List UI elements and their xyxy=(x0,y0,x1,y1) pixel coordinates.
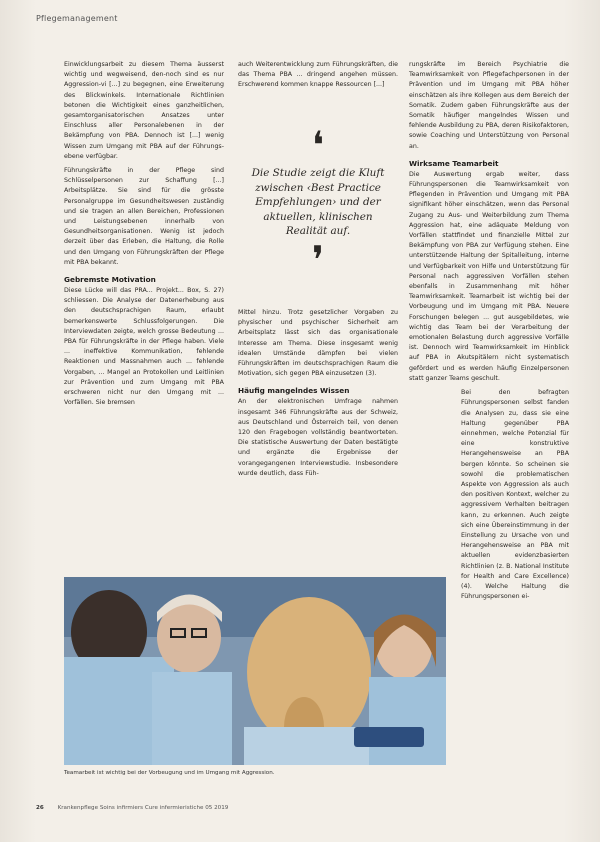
nurses-team-illustration xyxy=(64,577,446,765)
body-paragraph: Führungskräfte in der Pflege sind Schlüsselpersonen zur Schaffung [...] Arbeitsplätze. Sie sind für die grösste Personalgruppe im Gesundheitswesen zuständig und sie tragen an allen Bereichen, Professionen und Leistungsebenen innerhalb von Gesundheitsorganisationen. Wenig ist jedoch derzeit über das Erleben, die Haltung, die Rolle und den Umgang von Führungskräften der Pflege mit PBA bekannt. xyxy=(64,167,224,266)
section-heading: Wirksame Teamarbeit xyxy=(409,158,499,168)
section-heading: Gebremste Motivation xyxy=(64,275,156,285)
team-photo xyxy=(64,577,446,765)
body-paragraph: Diese Lücke will das PRA... Projekt... Box, S. 27) schliessen. Die Analyse der Datenerhebung aus den deutschsprachigen Raum, erlaubt bemerkenswerte Schlussfolgerungen. Die Interviewdaten zeigte, welch grosse Bedeutung ... PBA für Führungskräfte in der Pflege haben. Viele ... ineffektive Kommunikation, fehlende Reaktionen und Massnahmen auch ... fehlende Vorgaben, ... Mangel an Protokollen und Leitlinien zur Prävention und zum Umgang mit PBA erschweren nicht nur den Umgang mit ... Vorfällen. Sie bremsen xyxy=(64,287,224,407)
page-number: 26 xyxy=(36,805,44,811)
text-column-3 xyxy=(409,60,569,606)
section-heading: Häufig mangelndes Wissen xyxy=(238,386,350,396)
publication-line: Krankenpflege Soins infirmiers Cure infermieristiche 05 2019 xyxy=(57,805,229,811)
body-paragraph: rungskräfte im Bereich Psychiatrie die Teamwirksamkeit von Pflegefachpersonen in der Prävention und im Umgang mit PBA höher einschätzen als ihre Kollegen aus dem Bereich der Somatik. Zudem gaben Führungskräfte aus der Somatik häufiger mangelndes Wissen und fehlende Ausbildung zu PBA, deren Risikofaktoren, sowie Coaching und Unterstützung von Personal an. xyxy=(409,61,569,150)
text-column-2-top xyxy=(238,60,398,95)
body-paragraph: Die Auswertung ergab weiter, dass Führungspersonen die Teamwirksamkeit von Pflegenden in Prävention und Umgang mit PBA signifikant höher einschätzen, wenn das Personal Zugang zu Aus- und Weiterbildung zum Thema Aggression hat, eine adäquate Meldung von Vorfällen stattfindet und finanzielle Mittel zur Bekämpfung von PBA zur Verfügung stehen. Eine unterstützende Haltung der Spitalleitung, interne und Verfügbarkeit von Hilfe und Unterstützung für Personal nach aggressiven Vorfällen stehen ebenfalls in Zusammenhang mit höher Teamwirksamkeit. Teamarbeit ist wichtig bei der Vorbeugung und im Umgang mit PBA. Neuere Forschungen belegen ... gut ausgebildetes, wie wichtig das Team bei der Verarbeitung der emotionalen Belastung durch aggressive Vorfälle ist. Dennoch wird Teamwirksamkeit im Hinblick auf PBA in Akutspitälern nicht systematisch gefördert und es werden häufig Einzelpersonen statt ganzer Teams geschult. xyxy=(409,170,569,382)
body-paragraph: Mittel hinzu. Trotz gesetzlicher Vorgaben zu physischer und psychischer Sicherheit am Arbeitsplatz lässt sich das organisationale Interesse am Thema. Diese insgesamt wenig idealen Umstände dämpfen bei vielen Führungskräften im deutschsprachigen Raum die Motivation, sich gegen PBA einzusetzen (3). xyxy=(238,309,398,378)
pull-quote-text: Die Studie zeigt die Kluft zwischen ‹Best Practice Empfehlungen› und der aktuellen, klinischen Realität auf. xyxy=(251,167,385,237)
body-paragraph: Einwicklungsarbeit zu diesem Thema äusserst wichtig und wegweisend, den-noch sind es nur Aggression-vi [...] zu begegnen, eine Erweiterung des Blickwinkels. Internationale Richtlinien betonen die Wichtigkeit eines ganzheitlichen, gesamtorganisatorischen Ansatzes unter Einschluss aller Personalebenen in der Bekämpfung von PBA. Dennoch ist [...] wenig Wissen zum Umgang mit PBA auf der Führungs-ebene verfügbar. xyxy=(64,61,224,160)
open-quote-icon: ❛ xyxy=(311,123,325,167)
page-footer xyxy=(36,805,228,811)
body-paragraph: auch Weiterentwicklung zum Führungskräften, die das Thema PBA ... dringend angehen müssen. Erschwerend kommen knappe Ressourcen [...] xyxy=(238,61,398,89)
running-head: Pflegemanagement xyxy=(36,14,118,23)
body-paragraph: An der elektronischen Umfrage nahmen insgesamt 346 Führungskräfte aus der Schweiz, aus Deutschland und Österreich teil, von denen 120 den Fragebogen vollständig beantworteten. Die statistische Auswertung der Daten bestätigte und ergänzte die Ergebnisse der vorangegangenen Interviewstudie. Insbesondere wurde deutlich, dass Füh- xyxy=(238,398,398,477)
pull-quote xyxy=(238,123,398,282)
body-paragraph: Bei den befragten Führungspersonen selbst fanden die Analysen zu, dass sie eine Haltung gegenüber PBA einnehmen, welche Potenzial für eine konstruktive Herangehensweise an PBA bergen könnte. So scheinen sie sowohl die problematischen Aspekte von Aggression als auch den positiven Kontext, welcher zu aggressivem Verhalten beitragen kann, zu erkennen. Auch zeigte sich eine Übereinstimmung in der Einstellung zu Ursache von und Herangehensweise an PBA mit aktuellen evidenzbasierten Richtlinien (z. B. National Institute for Health and Care Excellence) (4). Welche Haltung die Führungspersonen ei- xyxy=(461,389,569,601)
photo-caption: Teamarbeit ist wichtig bei der Vorbeugung und im Umgang mit Aggression. xyxy=(64,770,275,776)
close-quote-icon: ❜ xyxy=(311,237,325,282)
text-column-1 xyxy=(64,60,224,413)
text-column-2-bottom xyxy=(238,308,398,483)
